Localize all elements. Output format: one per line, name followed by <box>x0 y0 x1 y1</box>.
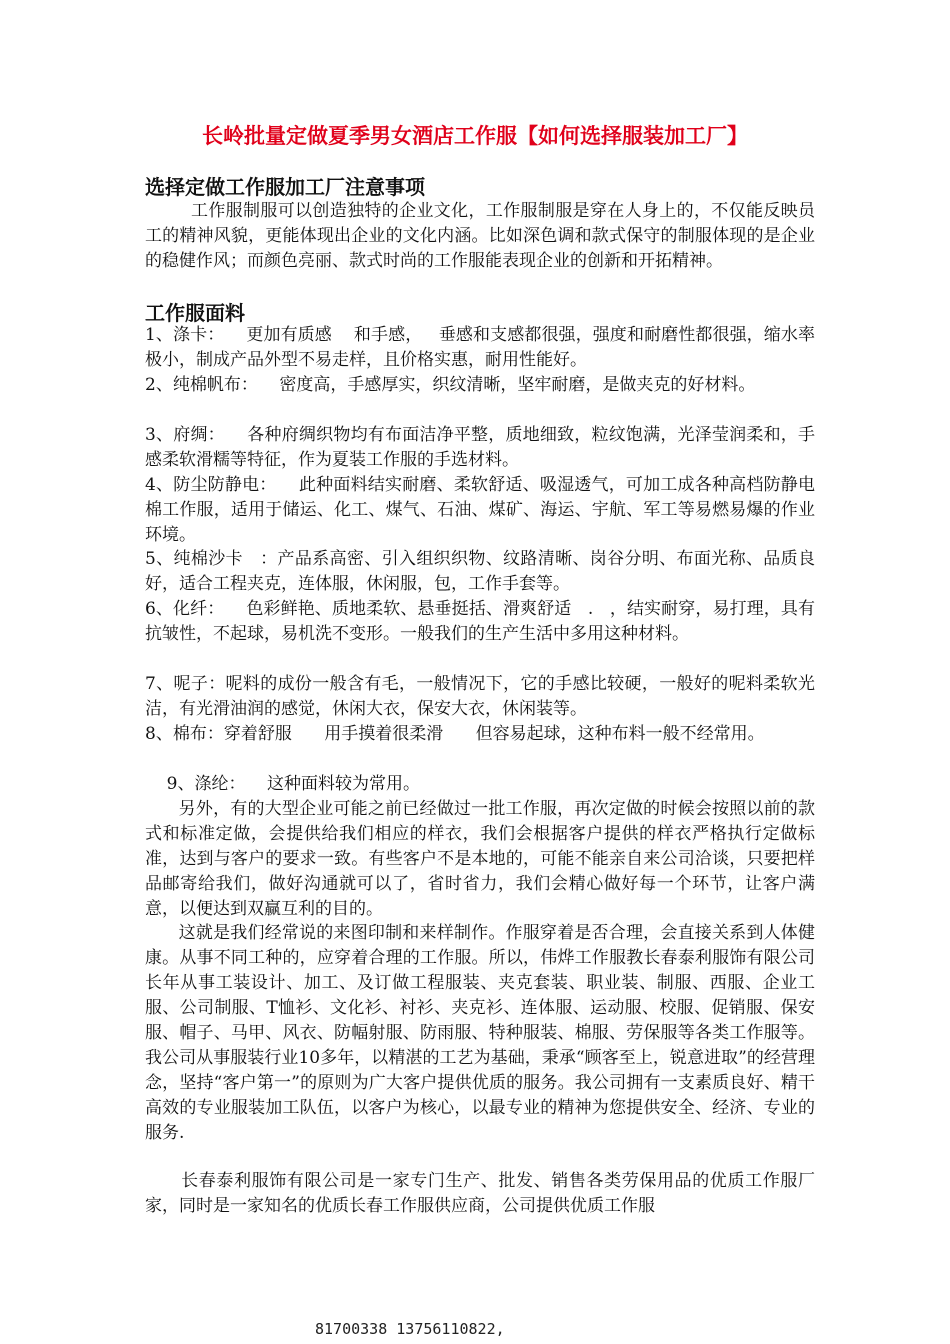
section-heading-notes: 选择定做工作服加工厂注意事项 <box>145 175 425 199</box>
paragraph-company: 这就是我们经常说的来图印制和来样制作。作服穿着是否合理，会直接关系到人体健康。从事不同工种的，应穿着合理的工作服。所以，伟烨工作服教长春泰利服饰有限公司长年从事工装设计、加工、及订做工程服装、夹克套装、职业装、制服、西服、企业工服、公司制服、T恤衫、文化衫、衬衫、夹克衫、连体服、运动服、校服、促销服、保安服、帽子、马甲、风衣、防幅射服、防雨服、特种服装、棉服、劳保服等各类工作服等。我公司从事服装行业10多年，以精湛的工艺为基础，秉承“顾客至上，锐意进取”的经营理念，坚持“客户第一”的原则为广大客户提供优质的服务。我公司拥有一支素质良好、精干高效的专业服装加工队伍，以客户为核心，以最专业的精神为您提供安全、经济、专业的服务. <box>145 923 815 1143</box>
intro-paragraph: 工作服制服可以创造独特的企业文化，工作服制服是穿在人身上的，不仅能反映员工的精神风貌，更能体现出企业的文化内涵。比如深色调和款式保守的制服体现的是企业的稳健作风；而颜色亮丽、款式时尚的工作服能表现企业的创新和开拓精神。 <box>145 201 816 271</box>
fabric-item-3: 3、府绸： 各种府绸织物均有布面洁净平整，质地细致，粒纹饱满，光泽莹润柔和，手感柔软滑糯等特征，作为夏装工作服的手选材料。 <box>145 425 815 470</box>
paragraph-final: 长春泰利服饰有限公司是一家专门生产、批发、销售各类劳保用品的优质工作服厂家，同时是一家知名的优质长春工作服供应商，公司提供优质工作服 <box>145 1171 815 1216</box>
fabric-item-4: 4、防尘防静电： 此种面料结实耐磨、柔软舒适、吸湿透气，可加工成各种高档防静电棉工作服，适用于储运、化工、煤气、石油、煤矿、海运、宇航、军工等易燃易爆的作业环境。 <box>145 475 815 545</box>
fabric-item-9: 9、涤纶： 这种面料较为常用。 <box>145 774 421 794</box>
fabric-item-6: 6、化纤： 色彩鲜艳、质地柔软、悬垂挺括、滑爽舒适 . ，结实耐穿，易打理，具有抗皱性，不起球，易机洗不变形。一般我们的生产生活中多用这种材料。 <box>145 599 815 644</box>
paragraph-sample: 另外，有的大型企业可能之前已经做过一批工作服，再次定做的时候会按照以前的款式和标准定做，会提供给我们相应的样衣，我们会根据客户提供的样衣严格执行定做标准，达到与客户的要求一致。有些客户不是本地的，可能不能亲自来公司洽谈，只要把样品邮寄给我们，做好沟通就可以了，省时省力，我们会精心做好每一个环节，让客户满意，以便达到双赢互利的目的。 <box>145 799 815 919</box>
footer-phone: 81700338 13756110822, <box>315 1320 505 1338</box>
fabric-item-7: 7、呢子：呢料的成份一般含有毛，一般情况下，它的手感比较硬，一般好的呢料柔软光洁，有光滑油润的感觉，休闲大衣，保安大衣，休闲装等。 <box>145 674 815 719</box>
document-title: 长岭批量定做夏季男女酒店工作服【如何选择服装加工厂】 <box>202 123 748 148</box>
fabric-item-8: 8、棉布：穿着舒服 用手摸着很柔滑 但容易起球，这种布料一般不经常用。 <box>145 724 765 744</box>
section-heading-fabrics: 工作服面料 <box>145 301 245 325</box>
fabric-item-5: 5、纯棉沙卡 ：产品系高密、引入组织织物、纹路清晰、岗谷分明、布面光称、品质良好，适合工程夹克，连体服，休闲服，包，工作手套等。 <box>145 549 815 594</box>
fabric-item-1: 1、涤卡： 更加有质感 和手感， 垂感和支感都很强，强度和耐磨性都很强，缩水率极小，制成产品外型不易走样，且价格实惠，耐用性能好。 <box>145 325 815 370</box>
fabric-item-2: 2、纯棉帆布： 密度高，手感厚实，织纹清晰，坚牢耐磨，是做夹克的好材料。 <box>145 375 756 395</box>
